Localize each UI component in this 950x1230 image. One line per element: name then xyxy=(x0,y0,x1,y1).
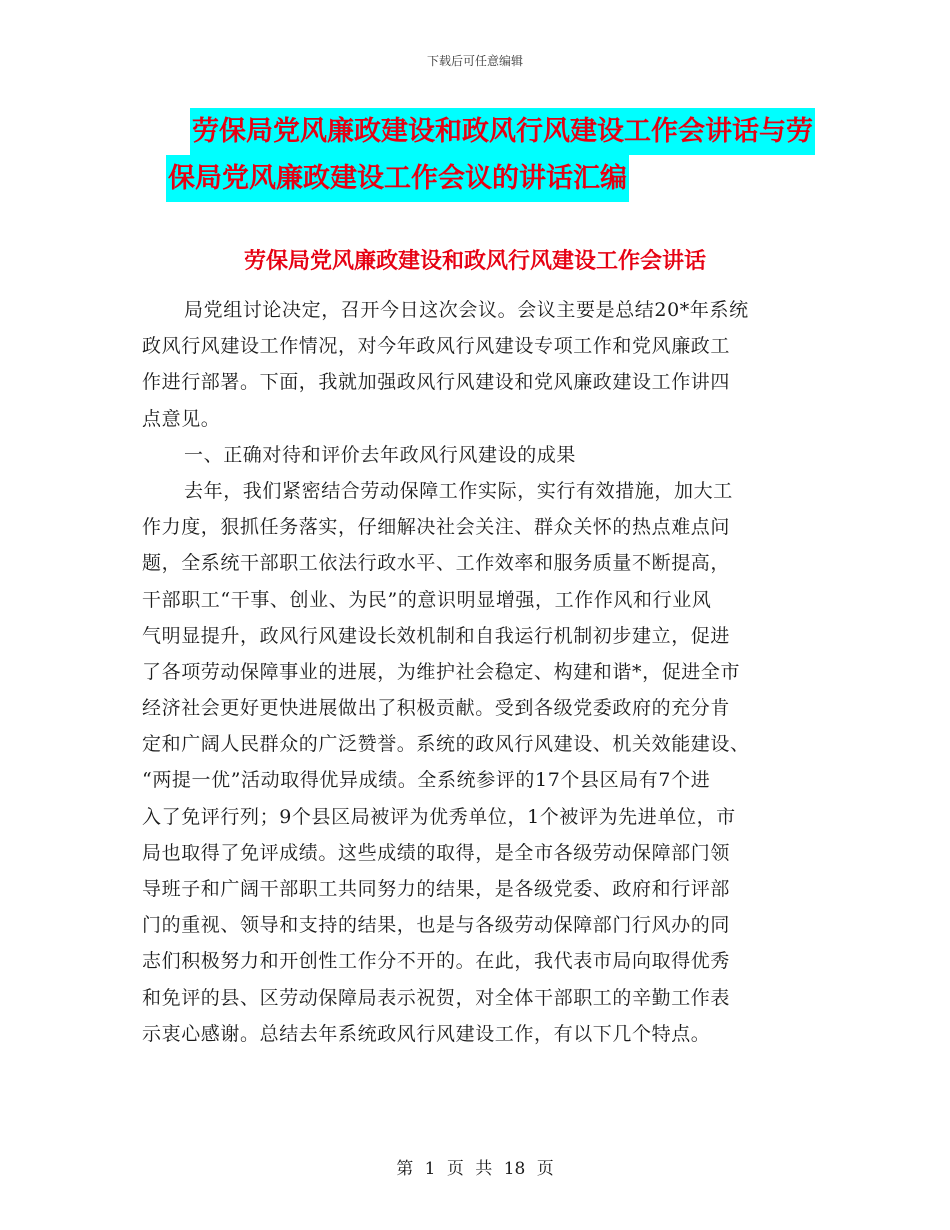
paragraph-line: 政风行风建设工作情况，对今年政风行风建设专项工作和党风廉政工 xyxy=(142,335,731,358)
document-title-line-1: 劳保局党风廉政建设和政风行风建设工作会讲话与劳 xyxy=(190,108,815,155)
section-title: 劳保局党风廉政建设和政风行风建设工作会讲话 xyxy=(243,248,706,274)
paragraph-line: 定和广阔人民群众的广泛赞誉。系统的政风行风建设、机关效能建设、 xyxy=(142,733,750,756)
paragraph-line: “两提一优”活动取得优异成绩。全系统参评的17个县区局有7个进 xyxy=(142,769,711,792)
document-title-line-2: 保局党风廉政建设工作会议的讲话汇编 xyxy=(166,155,629,202)
paragraph-line: 题，全系统干部职工依法行政水平、工作效率和服务质量不断提高， xyxy=(142,552,731,575)
paragraph-line: 作进行部署。下面，我就加强政风行风建设和党风廉政建设工作讲四 xyxy=(142,371,731,394)
document-title xyxy=(142,108,822,202)
paragraph-line: 作力度，狠抓任务落实，仔细解决社会关注、群众关怀的热点难点问 xyxy=(142,516,731,539)
paragraph-line: 局也取得了免评成绩。这些成绩的取得，是全市各级劳动保障部门领 xyxy=(142,841,731,864)
header-note: 下载后可任意编辑 xyxy=(426,54,523,68)
paragraph-line: 局党组讨论决定，召开今日这次会议。会议主要是总结20*年系统 xyxy=(184,299,749,321)
paragraph-line: 点意见。 xyxy=(142,407,221,430)
paragraph-line: 导班子和广阔干部职工共同努力的结果，是各级党委、政府和行评部 xyxy=(142,878,731,900)
paragraph-line: 干部职工“干事、创业、为民”的意识明显增强，工作作风和行业风 xyxy=(142,588,712,611)
paragraph-line: 入了免评行列；9个县区局被评为优秀单位，1个被评为先进单位，市 xyxy=(142,805,736,828)
subheading-line: 一、正确对待和评价去年政风行风建设的成果 xyxy=(184,443,577,466)
paragraph-line: 气明显提升，政风行风建设长效机制和自我运行机制初步建立，促进 xyxy=(142,624,731,647)
paragraph-line: 示衷心感谢。总结去年系统政风行风建设工作，有以下几个特点。 xyxy=(142,1022,711,1045)
paragraph-line: 志们积极努力和开创性工作分不开的。在此，我代表市局向取得优秀 xyxy=(142,950,731,973)
paragraph-line: 去年，我们紧密结合劳动保障工作实际，实行有效措施，加大工 xyxy=(184,479,733,502)
paragraph-line: 经济社会更好更快进展做出了积极贡献。受到各级党委政府的充分肯 xyxy=(142,697,731,720)
paragraph-line: 和免评的县、区劳动保障局表示祝贺，对全体干部职工的辛勤工作表 xyxy=(142,986,731,1009)
paragraph-line: 了各项劳动保障事业的进展，为维护社会稳定、构建和谐*，促进全市 xyxy=(142,660,741,683)
page-number-footer: 第 1 页 共 18 页 xyxy=(396,1159,554,1179)
body-text xyxy=(142,292,822,1052)
paragraph-line: 门的重视、领导和支持的结果，也是与各级劳动保障部门行风办的同 xyxy=(142,914,731,937)
